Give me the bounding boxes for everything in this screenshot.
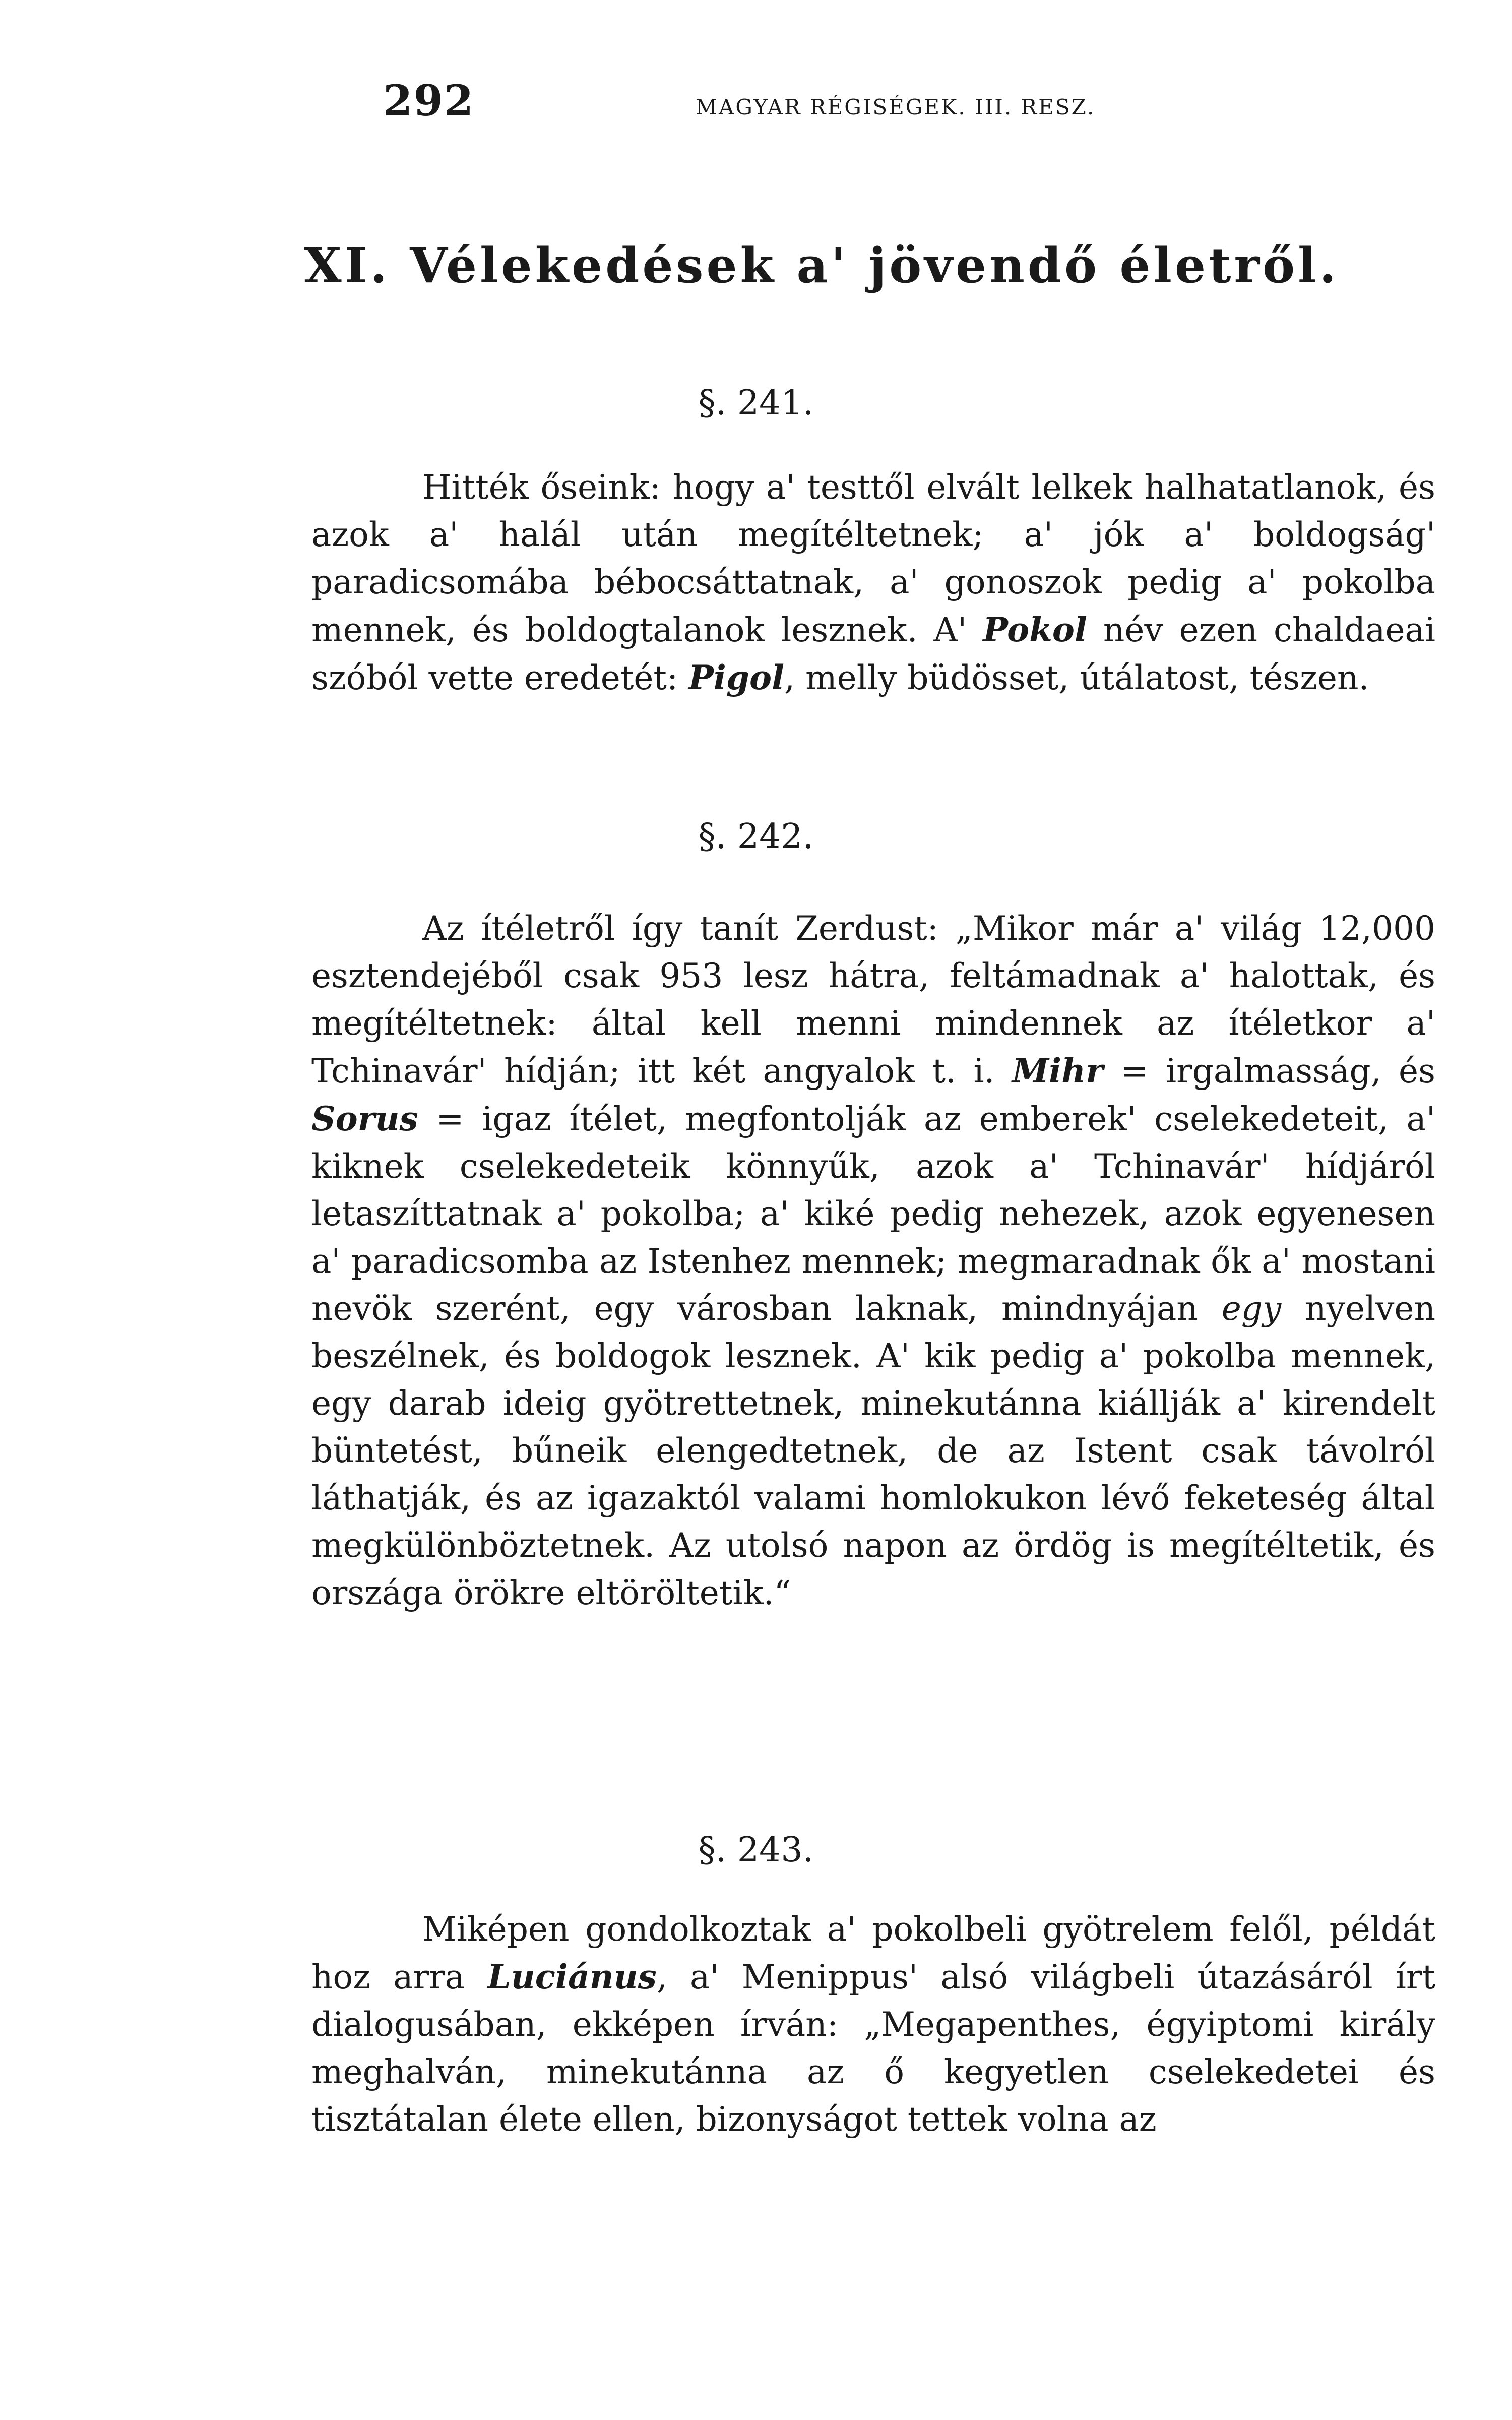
text-segment: Az ítéletről így tanít Zerdust: „Mikor már a' világ 12,000 esztendejéből csak 953 lesz hátra, feltámadnak a' halottak, és megítéltetnek: által kell menni mindennek az ítéletkor a' Tchinavár' hídján; itt két angyalok t. i.: [311, 909, 1435, 1091]
text-segment: , melly büdösset, útálatost, tészen.: [784, 658, 1369, 697]
section-label-243: §. 243.: [698, 1830, 814, 1870]
chapter-title: XI. Vélekedések a' jövendő életről.: [304, 237, 1339, 294]
text-segment: , a' Menippus' alsó világbeli útazásáról írt dialogusában, ekképen írván: „Megapenthes, égyiptomi király meghalván, minekutánna az ő kegyetlen cselekedetei és tisztátalan élete ellen, bizonyságot tettek volna az: [311, 1958, 1435, 2139]
section-label-241: §. 241.: [698, 383, 814, 423]
page-number: 292: [383, 76, 475, 126]
paragraph-243: [311, 1906, 1435, 2143]
section-label-242: §. 242.: [698, 817, 814, 857]
text-segment: Hitték őseink: hogy a' testtől elvált lelkek halhatatlanok, és azok a' halál után megítéltetnek; a' jók a' boldogság' paradicsomába bébocsáttatnak, a' gonoszok pedig a' pokolba mennek, és boldogtalanok lesznek. A': [311, 468, 1435, 649]
text-segment: = igaz ítélet, megfontolják az emberek' cselekedeteit, a' kiknek cselekedeteik könnyűk, azok a' Tchinavár' hídjáról letaszíttatnak a' pokolba; a' kiké pedig nehezek, azok egyenesen a' paradicsomba az Istenhez mennek; megmaradnak ők a' mostani nevök szerént, egy városban laknak, mindnyájan: [311, 1100, 1435, 1328]
emphasis-lucianus: Luciánus: [487, 1957, 657, 1996]
page-header: [383, 76, 1139, 136]
text-segment: Miképen gondolkoztak a' pokolbeli gyötrelem felől, példát hoz arra: [311, 1910, 1435, 1996]
text-segment: nyelven beszélnek, és boldogok lesznek. A' kik pedig a' pokolba mennek, egy darab ideig gyötrettetnek, minekutánna kiállják a' kirendelt büntetést, bűneik elengedtetnek, de az Istent csak távolról láthatják, és az igazaktól valami homlokukon lévő feketeség által megkülönböztetnek. Az utolsó napon az ördög is megítéltetik, és országa örökre eltöröltetik.“: [311, 1289, 1435, 1612]
text-segment: = irgalmasság, és: [1103, 1052, 1435, 1091]
running-head: MAGYAR RÉGISÉGEK. III. RESZ.: [696, 95, 1096, 119]
emphasis-pokol: Pokol: [983, 610, 1087, 649]
paragraph-241: [311, 464, 1435, 702]
emphasis-egy: egy: [1221, 1289, 1282, 1328]
emphasis-pigol: Pigol: [688, 658, 785, 697]
text-segment: név ezen chaldaeai szóból vette eredetét:: [311, 611, 1435, 697]
emphasis-mihr: Mihr: [1012, 1051, 1103, 1091]
paragraph-242: [311, 905, 1435, 1617]
emphasis-sorus: Sorus: [311, 1099, 418, 1138]
